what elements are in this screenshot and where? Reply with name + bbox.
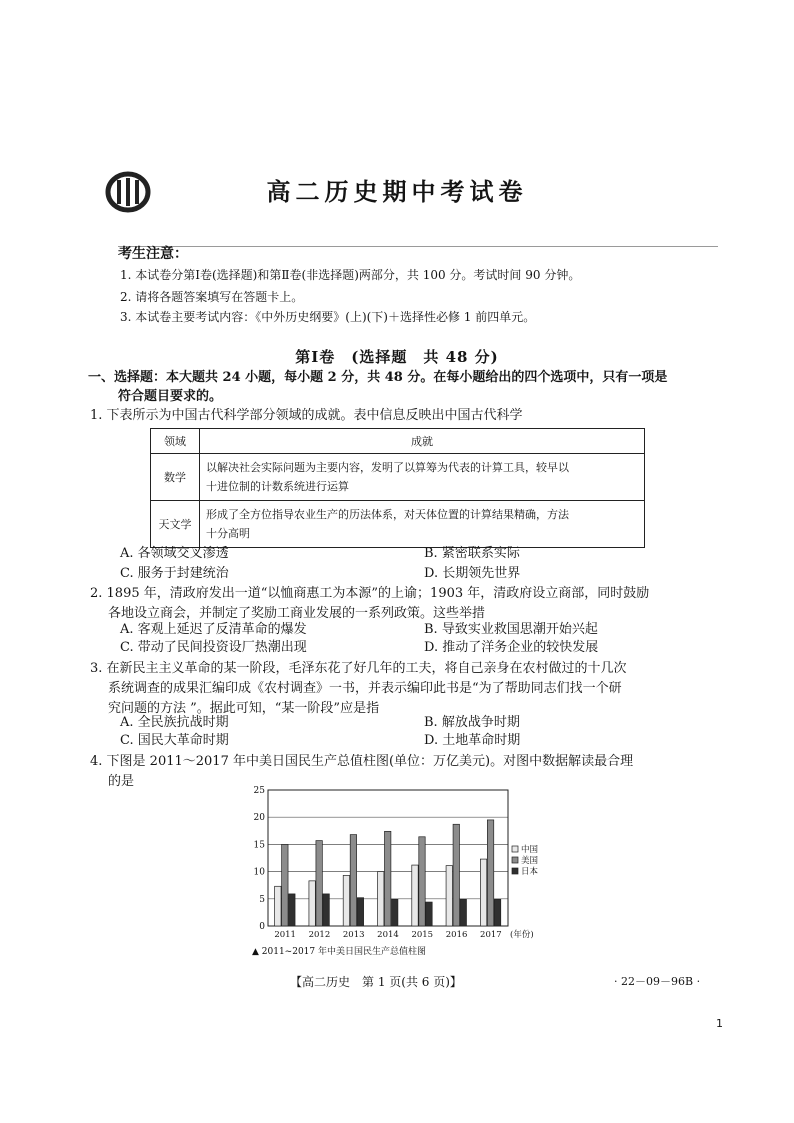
bar-2016-美国 xyxy=(453,824,459,926)
bar-2013-中国 xyxy=(343,875,349,926)
q3-option-d: D. 土地革命时期 xyxy=(424,733,521,748)
table-header-achievement: 成就 xyxy=(200,429,645,454)
q3-option-b: B. 解放战争时期 xyxy=(424,715,520,730)
bar-2012-美国 xyxy=(316,841,322,926)
question-1-stem: 1. 下表所示为中国古代科学部分领域的成就。表中信息反映出中国古代科学 xyxy=(90,408,523,423)
bar-2015-美国 xyxy=(419,837,425,926)
x-tick-label: 2017 xyxy=(480,930,502,940)
q3-option-c: C. 国民大革命时期 xyxy=(120,733,229,748)
table-cell-achievement xyxy=(200,501,645,548)
q1-option-c: C. 服务于封建统治 xyxy=(120,566,229,581)
question-2-stem xyxy=(90,584,740,624)
gdp-bar-chart xyxy=(252,782,544,962)
stem-line: 各地设立商会，并制定了奖励工商业发展的一系列政策。这些举措 xyxy=(108,606,486,621)
legend-swatch xyxy=(512,857,518,863)
bar-2015-日本 xyxy=(426,902,432,926)
x-tick-label: 2013 xyxy=(342,930,365,940)
bar-2016-中国 xyxy=(446,866,452,926)
bar-2017-中国 xyxy=(480,859,486,926)
stem-line: 系统调查的成果汇编印成《农村调查》一书，并表示编印此书是“为了帮助同志们找一个研 xyxy=(108,681,622,696)
q1-option-b: B. 紧密联系实际 xyxy=(424,546,520,561)
divider xyxy=(118,246,718,247)
q2-option-b: B. 导致实业救国思潮开始兴起 xyxy=(424,622,598,637)
notice-heading: 考生注意： xyxy=(118,246,188,262)
table-cell-field: 天文学 xyxy=(151,501,200,548)
bar-2011-中国 xyxy=(275,886,281,926)
y-tick-label: 5 xyxy=(259,894,265,905)
table-header-row xyxy=(151,429,645,454)
q1-option-a: A. 各领域交叉渗透 xyxy=(120,546,229,561)
achievement-line: 以解决社会实际问题为主要内容，发明了以算筹为代表的计算工具，较早以 xyxy=(206,461,569,474)
legend-swatch xyxy=(512,868,518,874)
chart-title: ▲ 2011~2017 年中美日国民生产总值柱图 xyxy=(252,947,426,957)
table-row xyxy=(151,501,645,548)
section-instructions xyxy=(88,368,728,406)
stem-line: 2. 1895 年，清政府发出一道“以恤商惠工为本源”的上谕；1903 年，清政府设立商部，同时鼓励 xyxy=(90,586,650,601)
bar-2013-日本 xyxy=(357,898,363,926)
table-cell-achievement xyxy=(200,454,645,501)
instructions-line: 符合题目要求的。 xyxy=(118,389,223,404)
notice-item: 3. 本试卷主要考试内容：《中外历史纲要》(上)(下)＋选择性必修 1 前四单元。 xyxy=(120,310,536,324)
legend-label: 中国 xyxy=(521,845,539,855)
y-tick-label: 20 xyxy=(253,813,265,824)
legend-swatch xyxy=(512,846,518,852)
exam-code: · 22－09－96B · xyxy=(614,975,701,988)
section-title: 第Ⅰ卷 (选择题 共 48 分) xyxy=(295,348,499,366)
question-3-stem xyxy=(90,659,740,719)
q3-option-a: A. 全民族抗战时期 xyxy=(120,715,229,730)
page-number: 1 xyxy=(716,1017,723,1030)
bar-2016-日本 xyxy=(460,899,466,926)
x-tick-label: 2015 xyxy=(411,930,434,940)
legend-label: 美国 xyxy=(521,856,539,866)
table-header-field: 领域 xyxy=(151,429,200,454)
bar-2012-日本 xyxy=(323,894,329,926)
achievement-line: 十进位制的计数系统进行运算 xyxy=(206,480,349,493)
y-tick-label: 15 xyxy=(253,840,265,851)
science-achievements-table xyxy=(150,428,645,548)
q1-option-d: D. 长期领先世界 xyxy=(424,566,521,581)
table-row xyxy=(151,454,645,501)
stem-line: 3. 在新民主主义革命的某一阶段，毛泽东花了好几年的工夫，将自己亲身在农村做过的十几次 xyxy=(90,661,627,676)
stem-line: 的是 xyxy=(108,774,135,789)
bar-2011-美国 xyxy=(282,844,288,926)
bar-2014-美国 xyxy=(385,831,391,926)
notice-item: 2. 请将各题答案填写在答题卡上。 xyxy=(120,290,304,304)
y-tick-label: 0 xyxy=(259,922,265,932)
q2-option-d: D. 推动了洋务企业的较快发展 xyxy=(424,640,599,655)
x-tick-label: 2014 xyxy=(377,930,399,940)
stem-line: 究问题的方法 ”。据此可知，“某一阶段”应是指 xyxy=(108,701,380,716)
x-axis-label: (年份) xyxy=(510,930,534,940)
x-tick-label: 2011 xyxy=(274,930,296,940)
achievement-line: 形成了全方位指导农业生产的历法体系，对天体位置的计算结果精确，方法 xyxy=(206,508,569,521)
notice-item: 1. 本试卷分第Ⅰ卷(选择题)和第Ⅱ卷(非选择题)两部分，共 100 分。考试时间 90 分钟。 xyxy=(120,268,581,282)
instructions-line: 一、选择题：本大题共 24 小题，每小题 2 分，共 48 分。在每小题给出的四个选项中，只有一项是 xyxy=(88,370,668,385)
bar-2011-日本 xyxy=(289,894,295,926)
table-cell-field: 数学 xyxy=(151,454,200,501)
page-footer: 【高二历史 第 1 页(共 6 页)】 xyxy=(290,975,462,989)
x-tick-label: 2012 xyxy=(308,930,331,940)
bar-2014-中国 xyxy=(378,872,384,926)
y-tick-label: 25 xyxy=(253,786,265,796)
achievement-line: 十分高明 xyxy=(206,527,250,540)
bar-2012-中国 xyxy=(309,881,315,926)
q2-option-a: A. 客观上延迟了反清革命的爆发 xyxy=(120,622,307,637)
stem-line: 4. 下图是 2011～2017 年中美日国民生产总值柱图(单位：万亿美元)。对图中数据解读最合理 xyxy=(90,754,634,769)
legend-label: 日本 xyxy=(521,867,539,877)
bar-2014-日本 xyxy=(392,899,398,926)
x-tick-label: 2016 xyxy=(445,930,468,940)
y-tick-label: 10 xyxy=(253,867,265,878)
bar-2017-日本 xyxy=(494,899,500,926)
bar-2017-美国 xyxy=(487,820,493,926)
exam-title: 高二历史期中考试卷 xyxy=(266,178,528,206)
q2-option-c: C. 带动了民间投资设厂热潮出现 xyxy=(120,640,307,655)
bar-2013-美国 xyxy=(350,835,356,926)
bar-2015-中国 xyxy=(412,865,418,926)
